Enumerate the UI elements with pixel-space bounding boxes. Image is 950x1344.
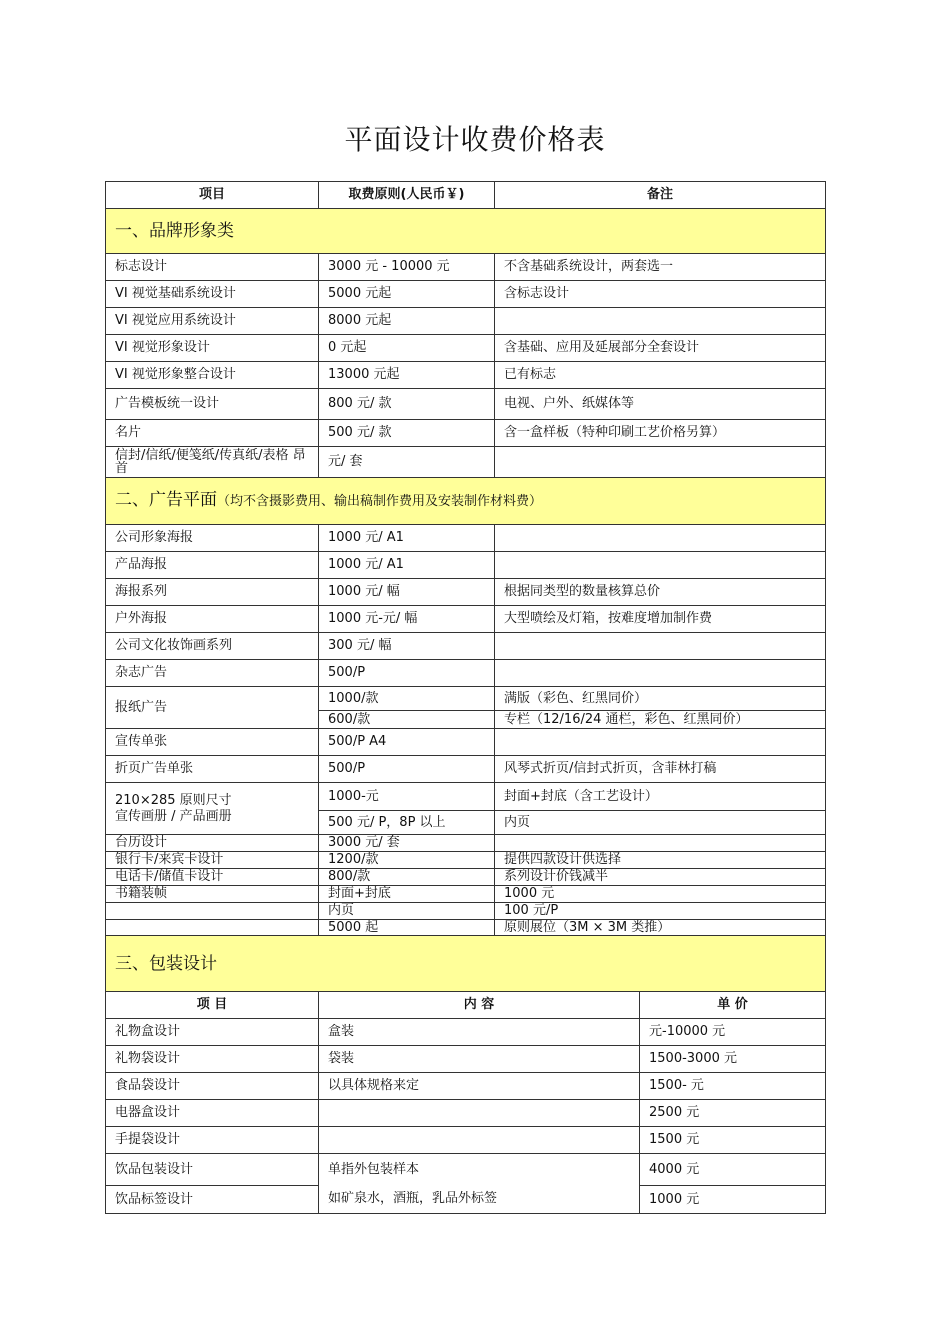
table-row [106, 869, 826, 886]
table-row [106, 633, 826, 660]
row-price: 1000 元-元/ 幅 [319, 606, 495, 633]
row-content: 以具体规格来定 [319, 1073, 640, 1100]
row-note [495, 447, 826, 478]
table-row [106, 1154, 826, 1186]
row-item: 礼物盒设计 [106, 1019, 319, 1046]
section-ads-heading [106, 478, 826, 525]
row-note: 大型喷绘及灯箱，按难度增加制作费 [495, 606, 826, 633]
row-price: 1000-元 [319, 783, 495, 811]
row-item: 广告模板统一设计 [106, 389, 319, 420]
row-note: 含基础、应用及延展部分全套设计 [495, 335, 826, 362]
row-price: 1500-3000 元 [640, 1046, 826, 1073]
row-price: 13000 元起 [319, 362, 495, 389]
row-item: VI 视觉形象设计 [106, 335, 319, 362]
row-item: 折页广告单张 [106, 756, 319, 783]
table-row [106, 1019, 826, 1046]
row-price: 1000 元 [640, 1186, 826, 1214]
table-row [106, 660, 826, 687]
row-item: 礼物袋设计 [106, 1046, 319, 1073]
row-note: 系列设计价钱减半 [495, 869, 826, 886]
row-note [495, 633, 826, 660]
row-price: 元-10000 元 [640, 1019, 826, 1046]
row-note: 电视、户外、纸媒体等 [495, 389, 826, 420]
table-row [106, 552, 826, 579]
table-row [106, 525, 826, 552]
row-price: 600/款 [319, 711, 495, 729]
table-row [106, 579, 826, 606]
row-item: 电器盒设计 [106, 1100, 319, 1127]
row-item: 户外海报 [106, 606, 319, 633]
packaging-header-row [106, 992, 826, 1019]
table-header-row [106, 182, 826, 209]
row-item: 杂志广告 [106, 660, 319, 687]
row-price: 2500 元 [640, 1100, 826, 1127]
table-row [106, 254, 826, 281]
row-price: 500/P [319, 756, 495, 783]
row-price: 封面+封底 [319, 886, 495, 903]
row-note: 内页 [495, 811, 826, 835]
table-row [106, 1127, 826, 1154]
section-packaging-heading: 三、包装设计 [106, 936, 826, 992]
row-note: 100 元/P [495, 903, 826, 920]
row-note [495, 308, 826, 335]
row-item [106, 903, 319, 920]
table-row [106, 903, 826, 920]
row-note: 封面+封底（含工艺设计） [495, 783, 826, 811]
row-content: 单指外包装样本 [319, 1154, 640, 1186]
row-note: 已有标志 [495, 362, 826, 389]
row-price: 500 元/ P，8P 以上 [319, 811, 495, 835]
section-ads-label: 二、广告平面 [115, 490, 217, 510]
row-item: VI 视觉形象整合设计 [106, 362, 319, 389]
row-price: 0 元起 [319, 335, 495, 362]
row-item: 标志设计 [106, 254, 319, 281]
row-price: 3000 元 - 10000 元 [319, 254, 495, 281]
section-ads-note: （均不含摄影费用、输出稿制作费用及安装制作材料费） [217, 494, 543, 509]
section-brand-heading: 一、品牌形象类 [106, 209, 826, 254]
row-note [495, 552, 826, 579]
row-content [319, 1100, 640, 1127]
row-price: 3000 元/ 套 [319, 835, 495, 852]
row-item: 手提袋设计 [106, 1127, 319, 1154]
table-row [106, 281, 826, 308]
row-note [495, 835, 826, 852]
row-item: VI 视觉基础系统设计 [106, 281, 319, 308]
table-row [106, 362, 826, 389]
row-price: 800 元/ 款 [319, 389, 495, 420]
header-item: 项 目 [106, 992, 319, 1019]
row-item: 名片 [106, 420, 319, 447]
table-row [106, 1186, 826, 1214]
table-row [106, 308, 826, 335]
row-note: 根据同类型的数量核算总价 [495, 579, 826, 606]
row-price: 内页 [319, 903, 495, 920]
row-price: 8000 元起 [319, 308, 495, 335]
row-note: 提供四款设计供选择 [495, 852, 826, 869]
table-row [106, 729, 826, 756]
table-row [106, 606, 826, 633]
row-note: 满版（彩色、红黑同价） [495, 687, 826, 711]
brochure-size: 210×285 原则尺寸 [115, 792, 232, 808]
table-row [106, 756, 826, 783]
row-note [495, 660, 826, 687]
row-item: 银行卡/来宾卡设计 [106, 852, 319, 869]
row-price: 1500 元 [640, 1127, 826, 1154]
row-note [495, 729, 826, 756]
row-item: 公司形象海报 [106, 525, 319, 552]
brochure-name: 宣传画册 / 产品画册 [115, 808, 232, 824]
row-note [495, 525, 826, 552]
row-item: 饮品标签设计 [106, 1186, 319, 1214]
header-price: 取费原则(人民币￥) [319, 182, 495, 209]
row-price: 800/款 [319, 869, 495, 886]
row-note: 风琴式折页/信封式折页，含菲林打稿 [495, 756, 826, 783]
header-price: 单 价 [640, 992, 826, 1019]
table-row [106, 420, 826, 447]
row-item: 报纸广告 [106, 687, 319, 729]
price-table-packaging [105, 935, 826, 1214]
row-note: 不含基础系统设计，两套选一 [495, 254, 826, 281]
row-item: 饮品包装设计 [106, 1154, 319, 1186]
table-row [106, 447, 826, 478]
row-price: 500/P [319, 660, 495, 687]
table-row [106, 1073, 826, 1100]
page-title: 平面设计收费价格表 [344, 123, 606, 156]
row-note: 原则展位（3M × 3M 类推） [495, 920, 826, 937]
row-price: 1000/款 [319, 687, 495, 711]
row-item: 公司文化妆饰画系列 [106, 633, 319, 660]
row-item: 台历设计 [106, 835, 319, 852]
row-price: 500/P A4 [319, 729, 495, 756]
header-item: 项目 [106, 182, 319, 209]
row-item: 电话卡/储值卡设计 [106, 869, 319, 886]
table-row [106, 852, 826, 869]
row-content [319, 1127, 640, 1154]
row-price: 1000 元/ A1 [319, 552, 495, 579]
row-item: 食品袋设计 [106, 1073, 319, 1100]
row-note: 专栏（12/16/24 通栏，彩色、红黑同价） [495, 711, 826, 729]
row-note: 含标志设计 [495, 281, 826, 308]
header-content: 内 容 [319, 992, 640, 1019]
table-row [106, 687, 826, 711]
row-price: 5000 起 [319, 920, 495, 937]
row-price: 1200/款 [319, 852, 495, 869]
row-price: 300 元/ 幅 [319, 633, 495, 660]
row-item: 宣传单张 [106, 729, 319, 756]
row-price: 5000 元起 [319, 281, 495, 308]
row-price: 500 元/ 款 [319, 420, 495, 447]
row-item: 产品海报 [106, 552, 319, 579]
row-item: VI 视觉应用系统设计 [106, 308, 319, 335]
table-row [106, 783, 826, 811]
row-price: 1000 元/ 幅 [319, 579, 495, 606]
table-row [106, 1046, 826, 1073]
row-content: 袋装 [319, 1046, 640, 1073]
table-row [106, 1100, 826, 1127]
row-price: 1000 元/ A1 [319, 525, 495, 552]
row-item: 海报系列 [106, 579, 319, 606]
row-content: 盒装 [319, 1019, 640, 1046]
table-row [106, 389, 826, 420]
row-price: 元/ 套 [319, 447, 495, 478]
row-content: 如矿泉水，酒瓶，乳品外标签 [319, 1186, 640, 1214]
row-note: 含一盒样板（特种印刷工艺价格另算） [495, 420, 826, 447]
row-price: 1500- 元 [640, 1073, 826, 1100]
row-note: 1000 元 [495, 886, 826, 903]
row-item: 信封/信纸/便笺纸/传真纸/表格 昂首 [106, 447, 319, 478]
row-item-brochure [106, 783, 319, 835]
table-row [106, 335, 826, 362]
price-table-main [105, 181, 826, 937]
table-row [106, 920, 826, 937]
row-item [106, 920, 319, 937]
header-note: 备注 [495, 182, 826, 209]
row-item: 书籍装帧 [106, 886, 319, 903]
table-row [106, 835, 826, 852]
table-row [106, 886, 826, 903]
row-price: 4000 元 [640, 1154, 826, 1186]
